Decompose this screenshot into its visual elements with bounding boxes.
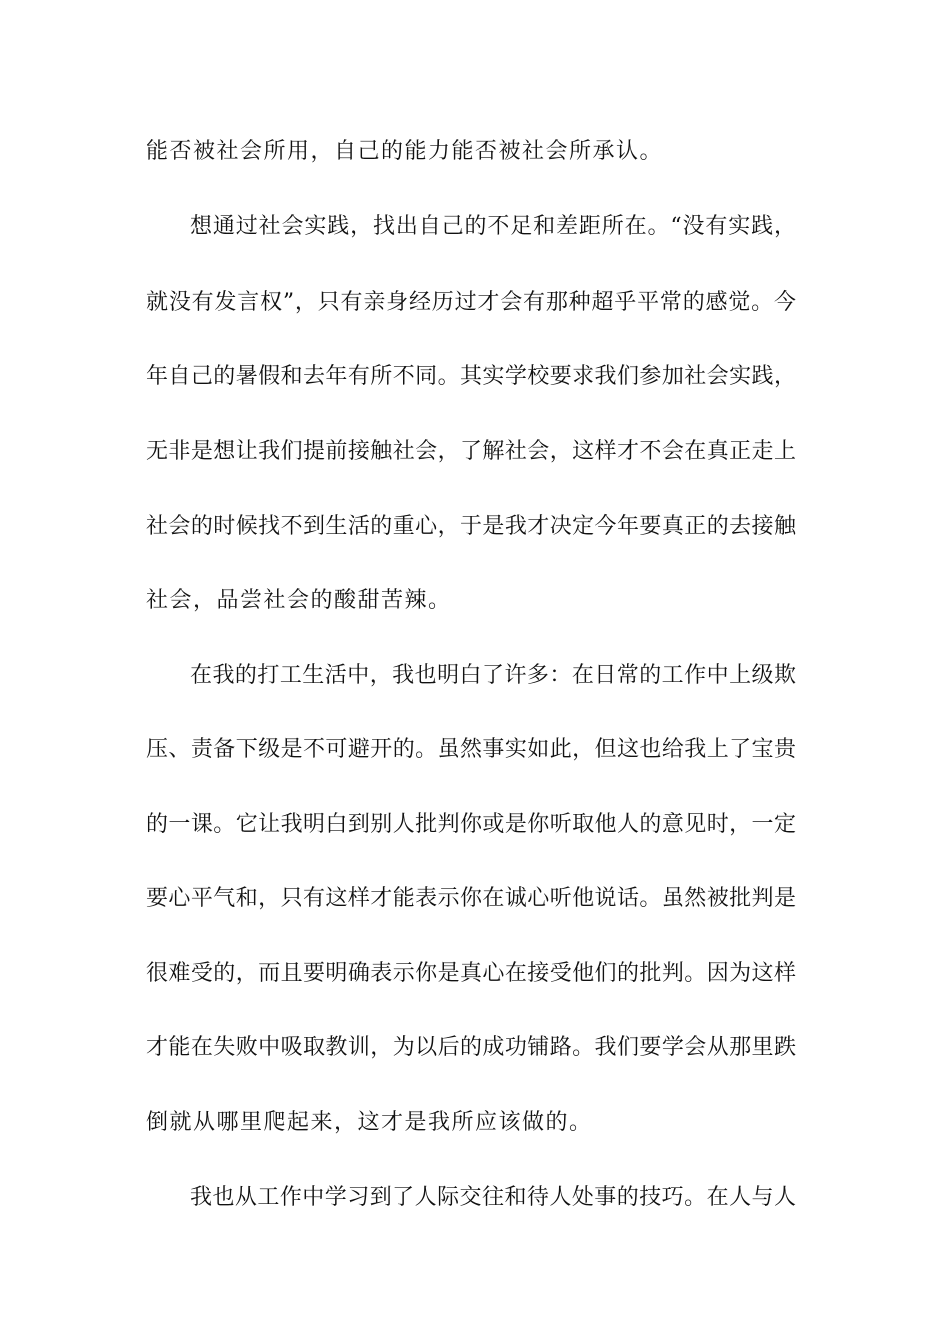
text-line: 就没有发言权”，只有亲身经历过才会有那种超乎平常的感觉。今 — [146, 290, 796, 315]
text-line: 年自己的暑假和去年有所不同。其实学校要求我们参加社会实践， — [146, 364, 796, 389]
text-line: 在我的打工生活中，我也明白了许多：在日常的工作中上级欺 — [190, 663, 796, 688]
text-line: 想通过社会实践，找出自己的不足和差距所在。“没有实践， — [190, 214, 796, 239]
text-line: 无非是想让我们提前接触社会，了解社会，这样才不会在真正走上 — [146, 439, 796, 464]
text-line: 能否被社会所用，自己的能力能否被社会所承认。 — [146, 139, 664, 164]
text-line: 压、责备下级是不可避开的。虽然事实如此，但这也给我上了宝贵 — [146, 737, 796, 762]
text-line: 要心平气和，只有这样才能表示你在诚心听他说话。虽然被批判是 — [146, 886, 796, 911]
text-line: 社会，品尝社会的酸甜苦辣。 — [146, 588, 452, 613]
text-line: 的一课。它让我明白到别人批判你或是你听取他人的意见时，一定 — [146, 812, 796, 837]
text-line: 很难受的，而且要明确表示你是真心在接受他们的批判。因为这样 — [146, 961, 796, 986]
text-line: 社会的时候找不到生活的重心，于是我才决定今年要真正的去接触 — [146, 514, 796, 539]
text-line: 我也从工作中学习到了人际交往和待人处事的技巧。在人与人 — [190, 1185, 796, 1210]
text-line: 倒就从哪里爬起来，这才是我所应该做的。 — [146, 1110, 593, 1135]
text-line: 才能在失败中吸取教训，为以后的成功铺路。我们要学会从那里跌 — [146, 1035, 796, 1060]
